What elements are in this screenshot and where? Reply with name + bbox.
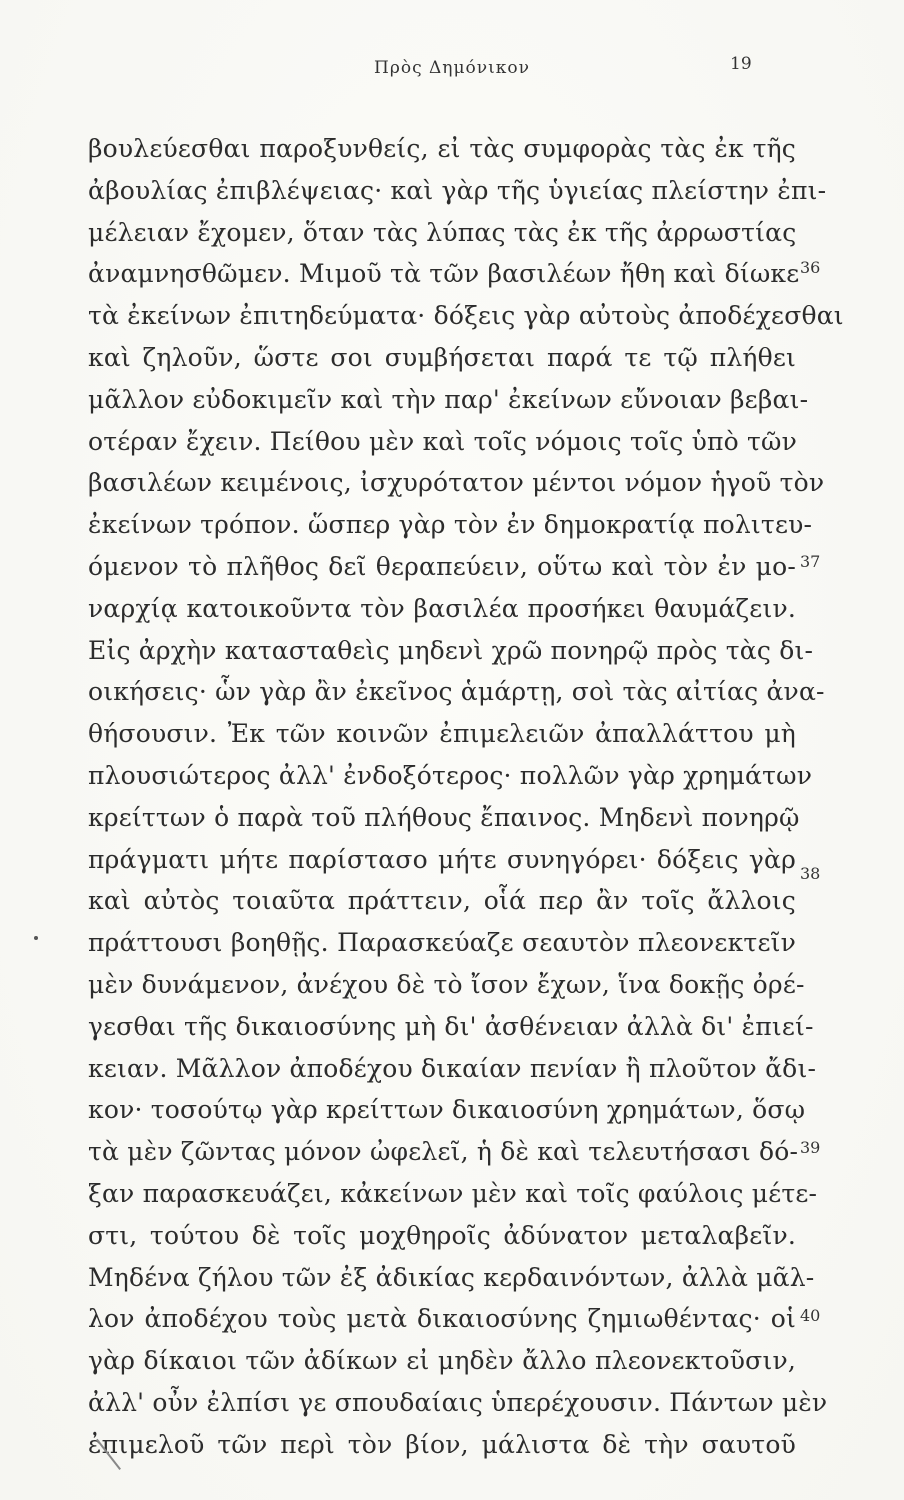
ink-speck bbox=[34, 936, 38, 940]
text-line: βουλεύεσθαι παροξυνθείς, εἰ τὰς συμφορὰς τὰς ἐκ τῆς bbox=[88, 134, 796, 163]
text-line: πράγματι μήτε παρίστασο μήτε συνηγόρει· δόξεις γὰρ bbox=[88, 844, 796, 874]
text-line: ἀναμνησθῶμεν. Μιμοῦ τὰ τῶν βασιλέων ἤθη καὶ δίωκε bbox=[88, 259, 800, 289]
text-line: ἀλλ' οὖν ἐλπίσι γε σπουδαίαις ὑπερέχουσιν. Πάντων μὲν bbox=[88, 1387, 828, 1417]
text-line: ἀβουλίας ἐπιβλέψειας· καὶ γὰρ τῆς ὑγιείας πλείστην ἐπι- bbox=[88, 175, 827, 205]
text-line: οτέραν ἔχειν. Πείθου μὲν καὶ τοῖς νόμοις τοῖς ὑπὸ τῶν bbox=[88, 426, 798, 456]
running-title: Πρὸς Δημόνικον bbox=[374, 58, 530, 78]
section-number: 40 bbox=[800, 1306, 821, 1325]
text-line: γὰρ δίκαιοι τῶν ἀδίκων εἰ μηδὲν ἄλλο πλεονεκτοῦσιν, bbox=[88, 1346, 796, 1376]
text-line: μὲν δυνάμενον, ἀνέχου δὲ τὸ ἴσον ἔχων, ἵνα δοκῇς ὀρέ- bbox=[88, 969, 805, 999]
text-line: κρείττων ὁ παρὰ τοῦ πλήθους ἔπαινος. Μηδενὶ πονηρῷ bbox=[88, 802, 800, 832]
text-line: μᾶλλον εὐδοκιμεῖν καὶ τὴν παρ' ἐκείνων εὔνοιαν βεβαι- bbox=[88, 384, 809, 414]
section-number: 39 bbox=[800, 1138, 821, 1157]
text-line: κον· τοσούτῳ γὰρ κρείττων δικαιοσύνη χρημάτων, ὅσῳ bbox=[88, 1095, 806, 1125]
text-line: Μηδένα ζήλου τῶν ἐξ ἀδικίας κερδαινόντων, ἀλλὰ μᾶλ- bbox=[88, 1262, 815, 1292]
text-line: λον ἀποδέχου τοὺς μετὰ δικαιοσύνης ζημιωθέντας· οἱ bbox=[88, 1304, 796, 1334]
text-line: ἐκείνων τρόπον. ὥσπερ γὰρ τὸν ἐν δημοκρατίᾳ πολιτευ- bbox=[88, 510, 813, 540]
text-line: καὶ ζηλοῦν, ὥστε σοι συμβήσεται παρά τε τῷ πλήθει bbox=[88, 342, 796, 372]
text-line: όμενον τὸ πλῆθος δεῖ θεραπεύειν, οὕτω καὶ τὸν ἐν μο- bbox=[88, 551, 796, 581]
text-line: Εἰς ἀρχὴν κατασταθεὶς μηδενὶ χρῶ πονηρῷ πρὸς τὰς δι- bbox=[88, 635, 814, 665]
text-line: καὶ αὐτὸς τοιαῦτα πράττειν, οἷά περ ἂν τοῖς ἄλλοις bbox=[88, 886, 796, 916]
text-line: πλουσιώτερος ἀλλ' ἐνδοξότερος· πολλῶν γὰρ χρημάτων bbox=[88, 760, 813, 790]
text-line: μέλειαν ἔχομεν, ὅταν τὰς λύπας τὰς ἐκ τῆς ἀρρωστίας bbox=[88, 217, 797, 247]
text-line: στι, τούτου δὲ τοῖς μοχθηροῖς ἀδύνατον μεταλαβεῖν. bbox=[88, 1220, 796, 1250]
text-line: πράττουσι βοηθῇς. Παρασκεύαζε σεαυτὸν πλεονεκτεῖν bbox=[88, 928, 796, 958]
text-line: βασιλέων κειμένοις, ἰσχυρότατον μέντοι νόμον ἡγοῦ τὸν bbox=[88, 468, 825, 498]
section-number: 38 bbox=[800, 864, 821, 883]
text-line: ἐπιμελοῦ τῶν περὶ τὸν βίον, μάλιστα δὲ τὴν σαυτοῦ bbox=[88, 1429, 796, 1459]
text-line: τὰ ἐκείνων ἐπιτηδεύματα· δόξεις γὰρ αὐτοὺς ἀποδέχεσθαι bbox=[88, 301, 844, 331]
page-number: 19 bbox=[730, 54, 752, 74]
text-line: θήσουσιν. Ἐκ τῶν κοινῶν ἐπιμελειῶν ἀπαλλάττου μὴ bbox=[88, 719, 796, 749]
section-number: 36 bbox=[800, 258, 821, 277]
text-line: ξαν παρασκευάζει, κἀκείνων μὲν καὶ τοῖς φαύλοις μέτε- bbox=[88, 1178, 818, 1208]
text-line: κειαν. Μᾶλλον ἀποδέχου δικαίαν πενίαν ἢ πλοῦτον ἄδι- bbox=[88, 1053, 817, 1083]
text-line: τὰ μὲν ζῶντας μόνον ὠφελεῖ, ἡ δὲ καὶ τελευτήσασι δό- bbox=[88, 1137, 799, 1167]
text-line: ναρχίᾳ κατοικοῦντα τὸν βασιλέα προσήκει θαυμάζειν. bbox=[88, 593, 796, 623]
section-number: 37 bbox=[800, 552, 821, 571]
text-line: οικήσεις· ὧν γὰρ ἂν ἐκεῖνος ἁμάρτῃ, σοὶ τὰς αἰτίας ἀνα- bbox=[88, 677, 825, 707]
text-line: γεσθαι τῆς δικαιοσύνης μὴ δι' ἀσθένειαν ἀλλὰ δι' ἐπιεί- bbox=[88, 1011, 814, 1041]
